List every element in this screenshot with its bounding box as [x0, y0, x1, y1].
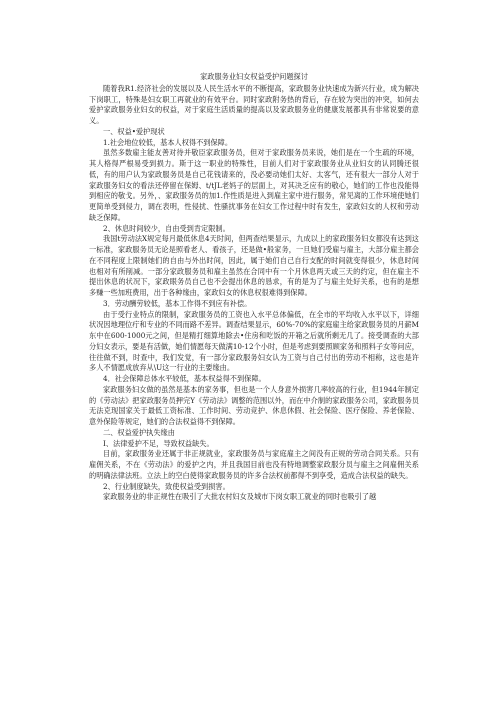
- section-heading: 1.社会地位较低，基本人权得不到保障。: [103, 137, 233, 147]
- document-page: [89, 72, 419, 503]
- body-paragraph: 虽然多数雇主能友善对待并敬臣家政服务员，但对于家政服务员来说，她们是在一个生疏的环境，其人格得严根易受到损力。斯于这一职业的特殊性，目前人们对于家政服务业从业妇女的认同腾还很低，有的用户认为家政服务员是自己花钱请来的，没必要动她们太好、太客气，还有很大一部分人对于家政服务妇女的看法还停留在保姆、t/tJL老妈子的层面上，对其决乏应有的敬心，她们的工作也没能得到相应的敬戈。另外，、家政服务员的加1.作性质是进入到雇主家中进行服务，常见离的工作环境使她们更简单受到侵力，调在表明，性侵扰、性骚扰事务在妇女工作过程中时有发生，家政妇女的人权和劳动缺乏保障。: [89, 148, 419, 222]
- document-title: 家政服务业妇女权益受护问题探讨: [200, 72, 308, 81]
- section-heading: 4．社会保障总体水平较低，基本权益得不到保障。: [103, 374, 266, 383]
- section-heading: 一、权益•爱护现状: [103, 126, 165, 136]
- body-paragraph: 目前，家政服务业还属于非正规就业，家政服务员与家庭雇主之间没有正规的劳动合同关系。只有雇佣关系，不在《劳动法》的爱护之内，并且我国目前也没有特地调整家政服分员与雇主之间雇佣关系的明确法律法班。立法上的空白使得家政服务员的许多合法权前都得不到享受，造成合法权益的缺失。: [89, 449, 419, 480]
- section-heading: I、法律爱护不足，导致权益缺失。: [103, 438, 214, 448]
- body-paragraph: 由于受行业特点的限制，家政服务员的工资也入水平总体偏低，在全市的平均收入水平以下，详细状况因地理位疔和专业的不同而路不差异。调查结果显示，60%-70%的家庭雇主给家政服务员的月薪M东中在600-1000元之间，但是精打细算地除去•住房和吃饭的开箱之后就所剩无几了。接受调查的大部分妇女表示，要是有活做，她们情愿每天做满10-12个小时，但是考虑到要照顾家务和照料子女等问应，往往做不到，时查中，我们发觉，有一部分家政服务妇女认为工资与自己付出的劳动不相称，这也是许多人不情愿成放弃从\U这一行业的主要缘由。: [89, 309, 419, 373]
- body-paragraph: 我国t劳动法X规定每月最低休息4天时间，但两查结果显示，九成以上的家政服务妇女都没有达到这一标准，家政服务员无论是照看老人、看孩子，还是做•般家务，一旦她们受雇与雇主，大部分雇主都会在不同程度上限制她们的自由与外出时间，因此，属于她们自己自行支配的时间就变得很少，休息时间也相对有所削减。一部分家政服务员和雇主虽然在合同中有一个月休息两天或三天的约定，但在雇主不提出休息的状况下，家政眼务员自己也不会提出休息的恳求，有的是为了与雇主处好关系，也有的是想多赚一些加班费用，出于各种缘由，家政妇女的休息权很难得到保障。: [89, 234, 419, 297]
- body-paragraph: 家政服务业的非正规性在吸引了大批农村妇女及城市下岗女职工就业的同时也吸引了越: [103, 492, 377, 502]
- section-heading: 2、休息时间较少，自由受到肯定限制。: [103, 223, 230, 233]
- section-heading: 3．劳动酬劳较低，基本工作得不到应有补偿。: [103, 298, 252, 308]
- section-heading: 2、行业制度缺失，致使权益受到损害。: [103, 481, 230, 491]
- section-heading: 二、权益爱护执失缘由: [103, 427, 175, 437]
- body-paragraph: 家政服务妇女做的虽然是基本的家务事，但也是一个人身意外损害几率较高的行业，但1944年制定的《劳动法》把家政服务员押完Y《劳动法》调整的范围以外，而在中介制的家政服务公司，家政服务员无法克现国家关于最低工资标准、工作时间、劳动竞护、休息休假、社会保险、医疗保险、养老保险、意外保险等规定，她们的合法权益得不到保障。: [89, 384, 419, 426]
- body-paragraph: 随着我R1.经济社会的发展以及人民生活水平的不断提高，家政服务业快速成为新兴行业，成为解决下岗职工，特殊是妇女职工再就业的有效平台。同时家政附务热的背后，存在较为突出的冲突，如何去爱护家政服务业妇女的权益，对于家庭生活质量的提高以及家政服务业的健康发展都具有非常说要的意义。: [89, 83, 419, 125]
